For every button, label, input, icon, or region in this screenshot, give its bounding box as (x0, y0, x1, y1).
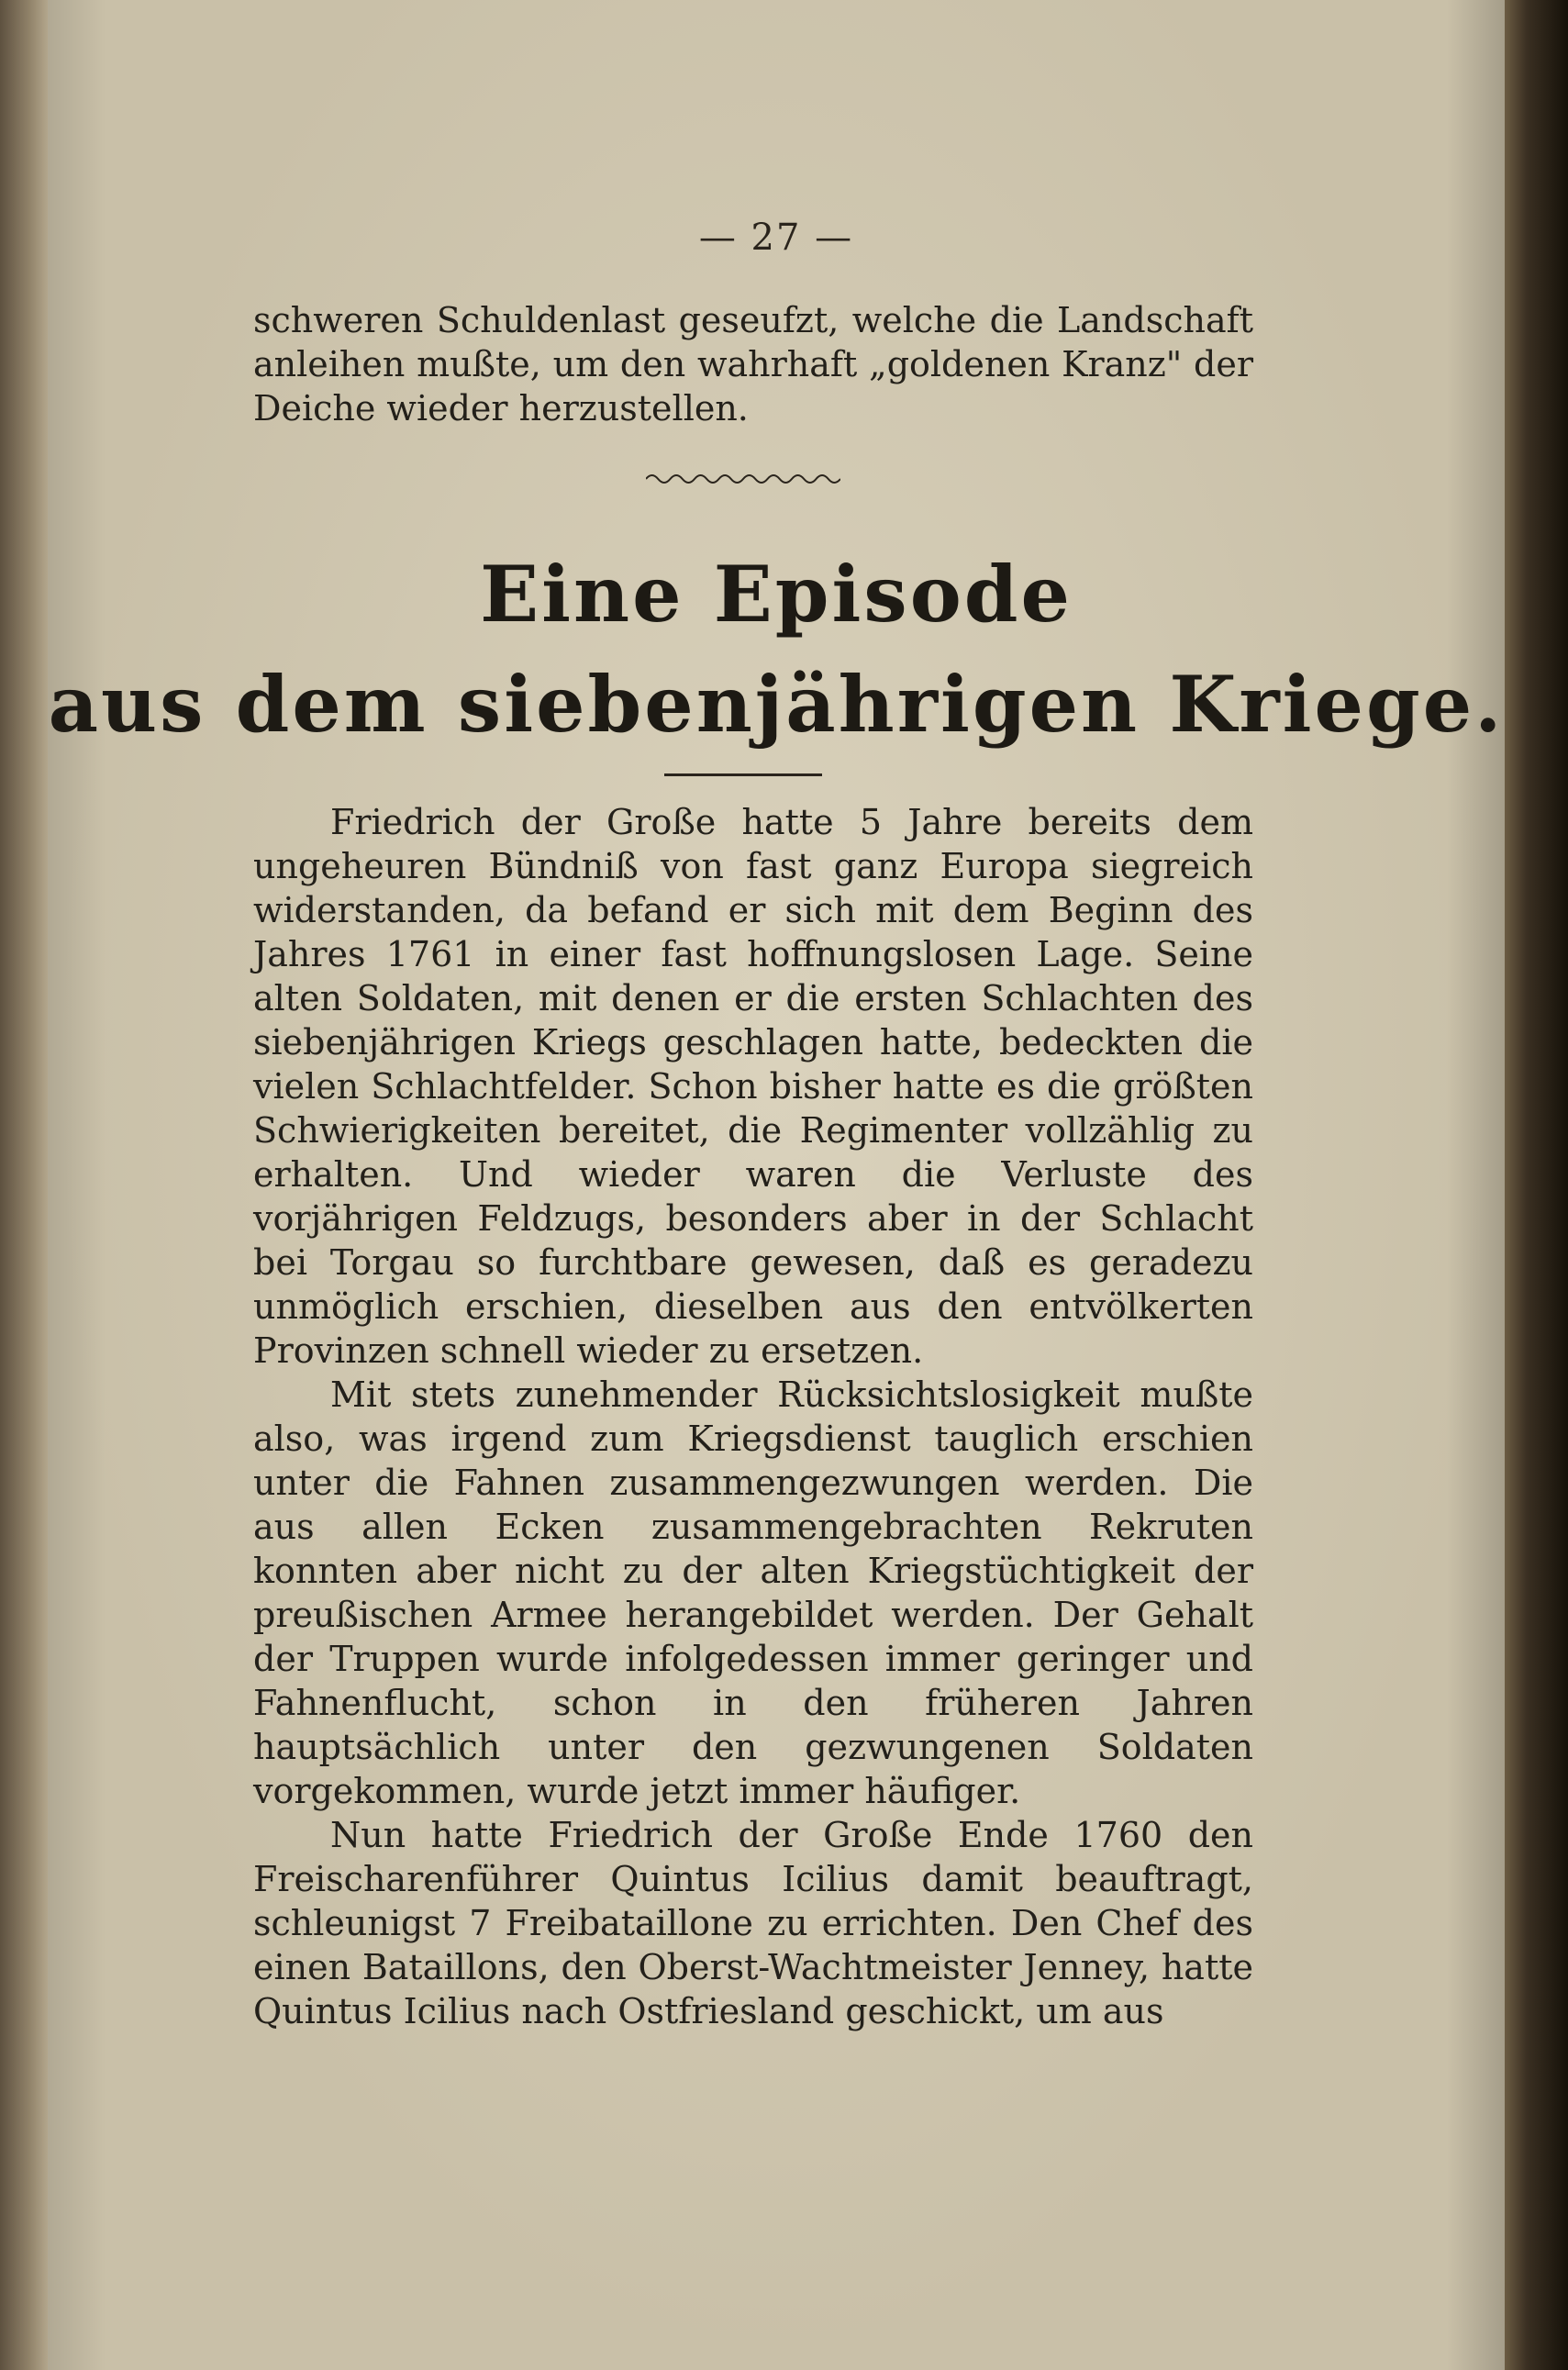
chapter-title-line-1: Eine Episode (480, 549, 1073, 640)
intro-paragraph-block (253, 298, 1253, 430)
intro-paragraph: schweren Schuldenlast geseufzt, welche die Landschaft anleihen mußte, um den wahrhaft „goldenen Kranz" der Deiche wieder herzustellen. (253, 300, 1253, 428)
body-text (253, 800, 1253, 2033)
title-rule (664, 773, 822, 776)
book-page (48, 0, 1505, 2370)
book-cover-edge-right (1505, 0, 1568, 2370)
body-paragraph-1: Friedrich der Große hatte 5 Jahre bereits dem ungeheuren Bündniß von fast ganz Europa siegreich widerstanden, da befand er sich mit dem Beginn des Jahres 1761 in einer fast hoffnungslosen Lage. Seine alten Soldaten, mit denen er die ersten Schlachten des siebenjährigen Kriegs geschlagen hatte, bedeckten die vielen Schlachtfelder. Schon bisher hatte es die größten Schwierigkeiten bereitet, die Regimenter vollzählig zu erhalten. Und wieder waren die Verluste des vorjährigen Feldzugs, besonders aber in der Schlacht bei Torgau so furchtbare gewesen, daß es geradezu unmöglich erschien, dieselben aus den entvölkerten Provinzen schnell wieder zu ersetzen. (253, 802, 1253, 1371)
page-number: — 27 — (698, 217, 854, 259)
chapter-title-line-2: aus dem siebenjährigen Kriege. (48, 659, 1505, 750)
body-paragraph-2: Mit stets zunehmender Rücksichtslosigkeit mußte also, was irgend zum Kriegsdienst tauglich erschien unter die Fahnen zusammengezwungen werden. Die aus allen Ecken zusammengebrachten Rekruten konnten aber nicht zu der alten Kriegstüchtigkeit der preußischen Armee herangebildet werden. Der Gehalt der Truppen wurde infolgedessen immer geringer und Fahnenflucht, schon in den früheren Jahren hauptsächlich unter den gezwungenen Soldaten vorgekommen, wurde jetzt immer häufiger. (253, 1374, 1253, 1811)
wavy-divider (646, 470, 840, 488)
book-gutter-left (0, 0, 48, 2370)
body-paragraph-3: Nun hatte Friedrich der Große Ende 1760 den Freischarenführer Quintus Icilius damit beauftragt, schleunigst 7 Freibataillone zu errichten. Den Chef des einen Bataillons, den Oberst-Wachtmeister Jenney, hatte Quintus Icilius nach Ostfriesland geschickt, um aus (253, 1815, 1253, 2031)
